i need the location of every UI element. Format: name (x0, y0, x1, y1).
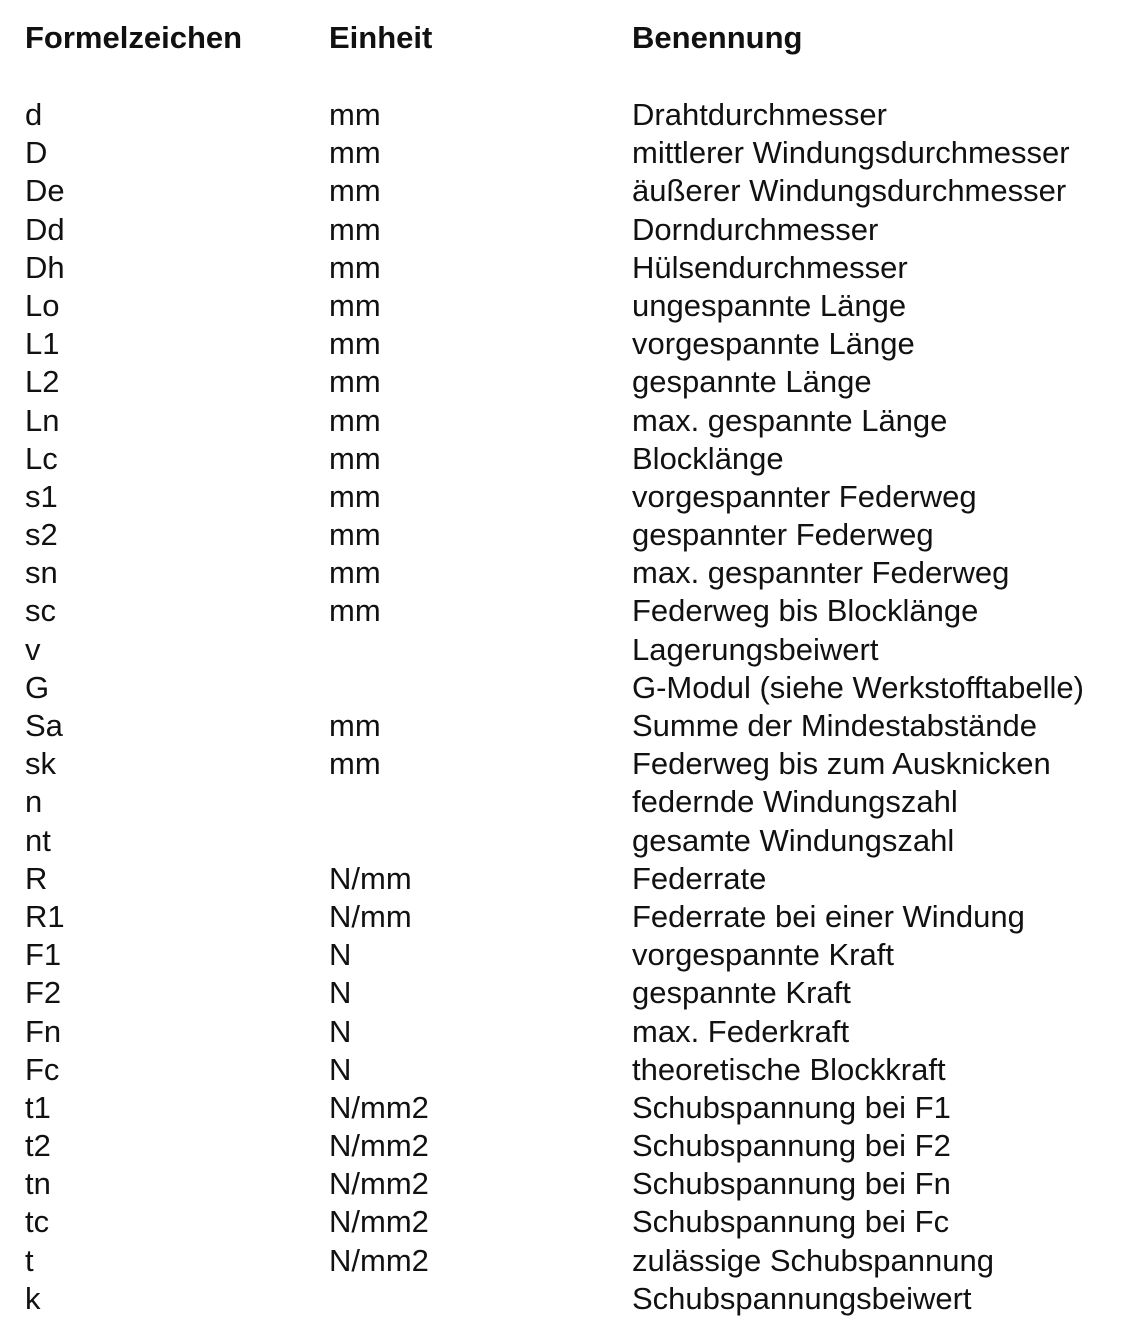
table-body (0, 96, 1140, 1318)
name-cell: Summe der Mindestabstände (632, 708, 1037, 743)
unit-cell: N/mm (329, 860, 412, 896)
table-row (0, 402, 1140, 440)
table-row (0, 325, 1140, 363)
unit-cell: N/mm2 (329, 1242, 429, 1278)
unit-cell: mm (329, 440, 381, 476)
name-cell: federnde Windungszahl (632, 784, 958, 820)
name-cell: Drahtdurchmesser (632, 97, 887, 132)
symbol-cell: t2 (25, 1128, 51, 1164)
symbol-cell: F1 (25, 937, 62, 973)
symbol-cell: Lo (25, 287, 60, 323)
unit-cell: mm (329, 478, 381, 514)
header-unit: Einheit (329, 20, 433, 55)
unit-cell: N/mm (329, 898, 412, 934)
symbol-cell: R1 (25, 898, 65, 934)
name-cell: vorgespannte Länge (632, 326, 915, 362)
symbol-cell: s1 (25, 478, 58, 514)
table-row (0, 745, 1140, 783)
symbol-cell: s2 (25, 517, 58, 553)
unit-cell: N (329, 1051, 352, 1087)
table-row (0, 1280, 1140, 1318)
symbol-cell: Dh (25, 249, 65, 285)
name-cell: gespannte Länge (632, 364, 872, 400)
table-row (0, 287, 1140, 325)
table-row (0, 1127, 1140, 1165)
unit-cell: N/mm2 (329, 1089, 429, 1125)
unit-cell: mm (329, 326, 381, 362)
name-cell: max. Federkraft (632, 1013, 850, 1049)
table-row (0, 860, 1140, 898)
table-row (0, 516, 1140, 554)
symbol-cell: L2 (25, 364, 60, 400)
symbol-cell: Ln (25, 402, 60, 438)
table-row (0, 783, 1140, 821)
name-cell: Schubspannung bei Fc (632, 1204, 950, 1240)
table-row (0, 1165, 1140, 1203)
symbol-cell: Sa (25, 708, 63, 743)
table-row (0, 707, 1140, 745)
table-row (0, 631, 1140, 669)
symbol-cell: D (25, 135, 48, 171)
name-cell: max. gespannte Länge (632, 402, 948, 438)
table-row (0, 592, 1140, 630)
table-header (0, 18, 1140, 58)
symbol-cell: t (25, 1242, 34, 1278)
symbol-cell: Dd (25, 211, 65, 247)
unit-cell: mm (329, 555, 381, 591)
unit-cell: mm (329, 708, 381, 743)
header-symbol: Formelzeichen (25, 20, 243, 55)
symbol-cell: L1 (25, 326, 60, 362)
table-row (0, 96, 1140, 134)
unit-cell: mm (329, 97, 381, 132)
name-cell: gespannte Kraft (632, 975, 851, 1011)
name-cell: ungespannte Länge (632, 287, 907, 323)
unit-cell: mm (329, 746, 381, 782)
name-cell: Schubspannung bei F1 (632, 1089, 951, 1125)
name-cell: Federweg bis Blocklänge (632, 593, 979, 629)
symbol-cell: nt (25, 822, 51, 858)
unit-cell: mm (329, 364, 381, 400)
name-cell: Federrate (632, 860, 767, 896)
table-row (0, 1242, 1140, 1280)
unit-cell: mm (329, 402, 381, 438)
symbol-cell: n (25, 784, 43, 820)
name-cell: Blocklänge (632, 440, 784, 476)
name-cell: Schubspannung bei Fn (632, 1166, 951, 1202)
name-cell: theoretische Blockkraft (632, 1051, 946, 1087)
table-row (0, 134, 1140, 172)
name-cell: Lagerungsbeiwert (632, 631, 879, 667)
table-row (0, 1013, 1140, 1051)
table-row (0, 211, 1140, 249)
name-cell: Federrate bei einer Windung (632, 898, 1025, 934)
unit-cell: mm (329, 593, 381, 629)
unit-cell: mm (329, 517, 381, 553)
name-cell: max. gespannter Federweg (632, 555, 1010, 591)
name-cell: mittlerer Windungsdurchmesser (632, 135, 1070, 171)
name-cell: Schubspannungsbeiwert (632, 1280, 972, 1316)
unit-cell: N/mm2 (329, 1166, 429, 1202)
table-row (0, 974, 1140, 1012)
symbol-cell: Fc (25, 1051, 60, 1087)
name-cell: gespannter Federweg (632, 517, 934, 553)
name-cell: Hülsendurchmesser (632, 249, 908, 285)
name-cell: Federweg bis zum Ausknicken (632, 746, 1051, 782)
table-row (0, 669, 1140, 707)
name-cell: äußerer Windungsdurchmesser (632, 173, 1067, 209)
symbol-cell: sn (25, 555, 58, 591)
symbol-cell: R (25, 860, 48, 896)
header-name: Benennung (632, 20, 803, 55)
symbol-cell: Fn (25, 1013, 62, 1049)
unit-cell: mm (329, 211, 381, 247)
table-row (0, 440, 1140, 478)
table-row (0, 1089, 1140, 1127)
symbol-cell: v (25, 631, 41, 667)
symbol-cell: tc (25, 1204, 50, 1240)
name-cell: vorgespannte Kraft (632, 937, 894, 973)
unit-cell: N (329, 975, 352, 1011)
symbol-cell: d (25, 97, 43, 132)
name-cell: gesamte Windungszahl (632, 822, 955, 858)
unit-cell: N/mm2 (329, 1128, 429, 1164)
table-row (0, 554, 1140, 592)
table-row (0, 172, 1140, 210)
symbol-cell: De (25, 173, 65, 209)
symbol-cell: k (25, 1280, 41, 1316)
name-cell: vorgespannter Federweg (632, 478, 977, 514)
name-cell: zulässige Schubspannung (632, 1242, 994, 1278)
symbol-cell: tn (25, 1166, 51, 1202)
unit-cell: mm (329, 249, 381, 285)
unit-cell: N (329, 1013, 352, 1049)
name-cell: Schubspannung bei F2 (632, 1128, 951, 1164)
table-row (0, 822, 1140, 860)
symbol-cell: Lc (25, 440, 58, 476)
symbol-cell: t1 (25, 1089, 51, 1125)
unit-cell: mm (329, 287, 381, 323)
table-row (0, 363, 1140, 401)
table-row (0, 1203, 1140, 1241)
name-cell: G-Modul (siehe Werkstofftabelle) (632, 669, 1084, 705)
table-row (0, 936, 1140, 974)
name-cell: Dorndurchmesser (632, 211, 879, 247)
unit-cell: N/mm2 (329, 1204, 429, 1240)
table-row (0, 898, 1140, 936)
symbol-cell: sk (25, 746, 56, 782)
table-row (0, 249, 1140, 287)
unit-cell: mm (329, 173, 381, 209)
symbol-cell: F2 (25, 975, 62, 1011)
table-row (0, 1051, 1140, 1089)
unit-cell: mm (329, 135, 381, 171)
symbol-cell: sc (25, 593, 56, 629)
unit-cell: N (329, 937, 352, 973)
symbol-cell: G (25, 669, 50, 705)
table-row (0, 478, 1140, 516)
